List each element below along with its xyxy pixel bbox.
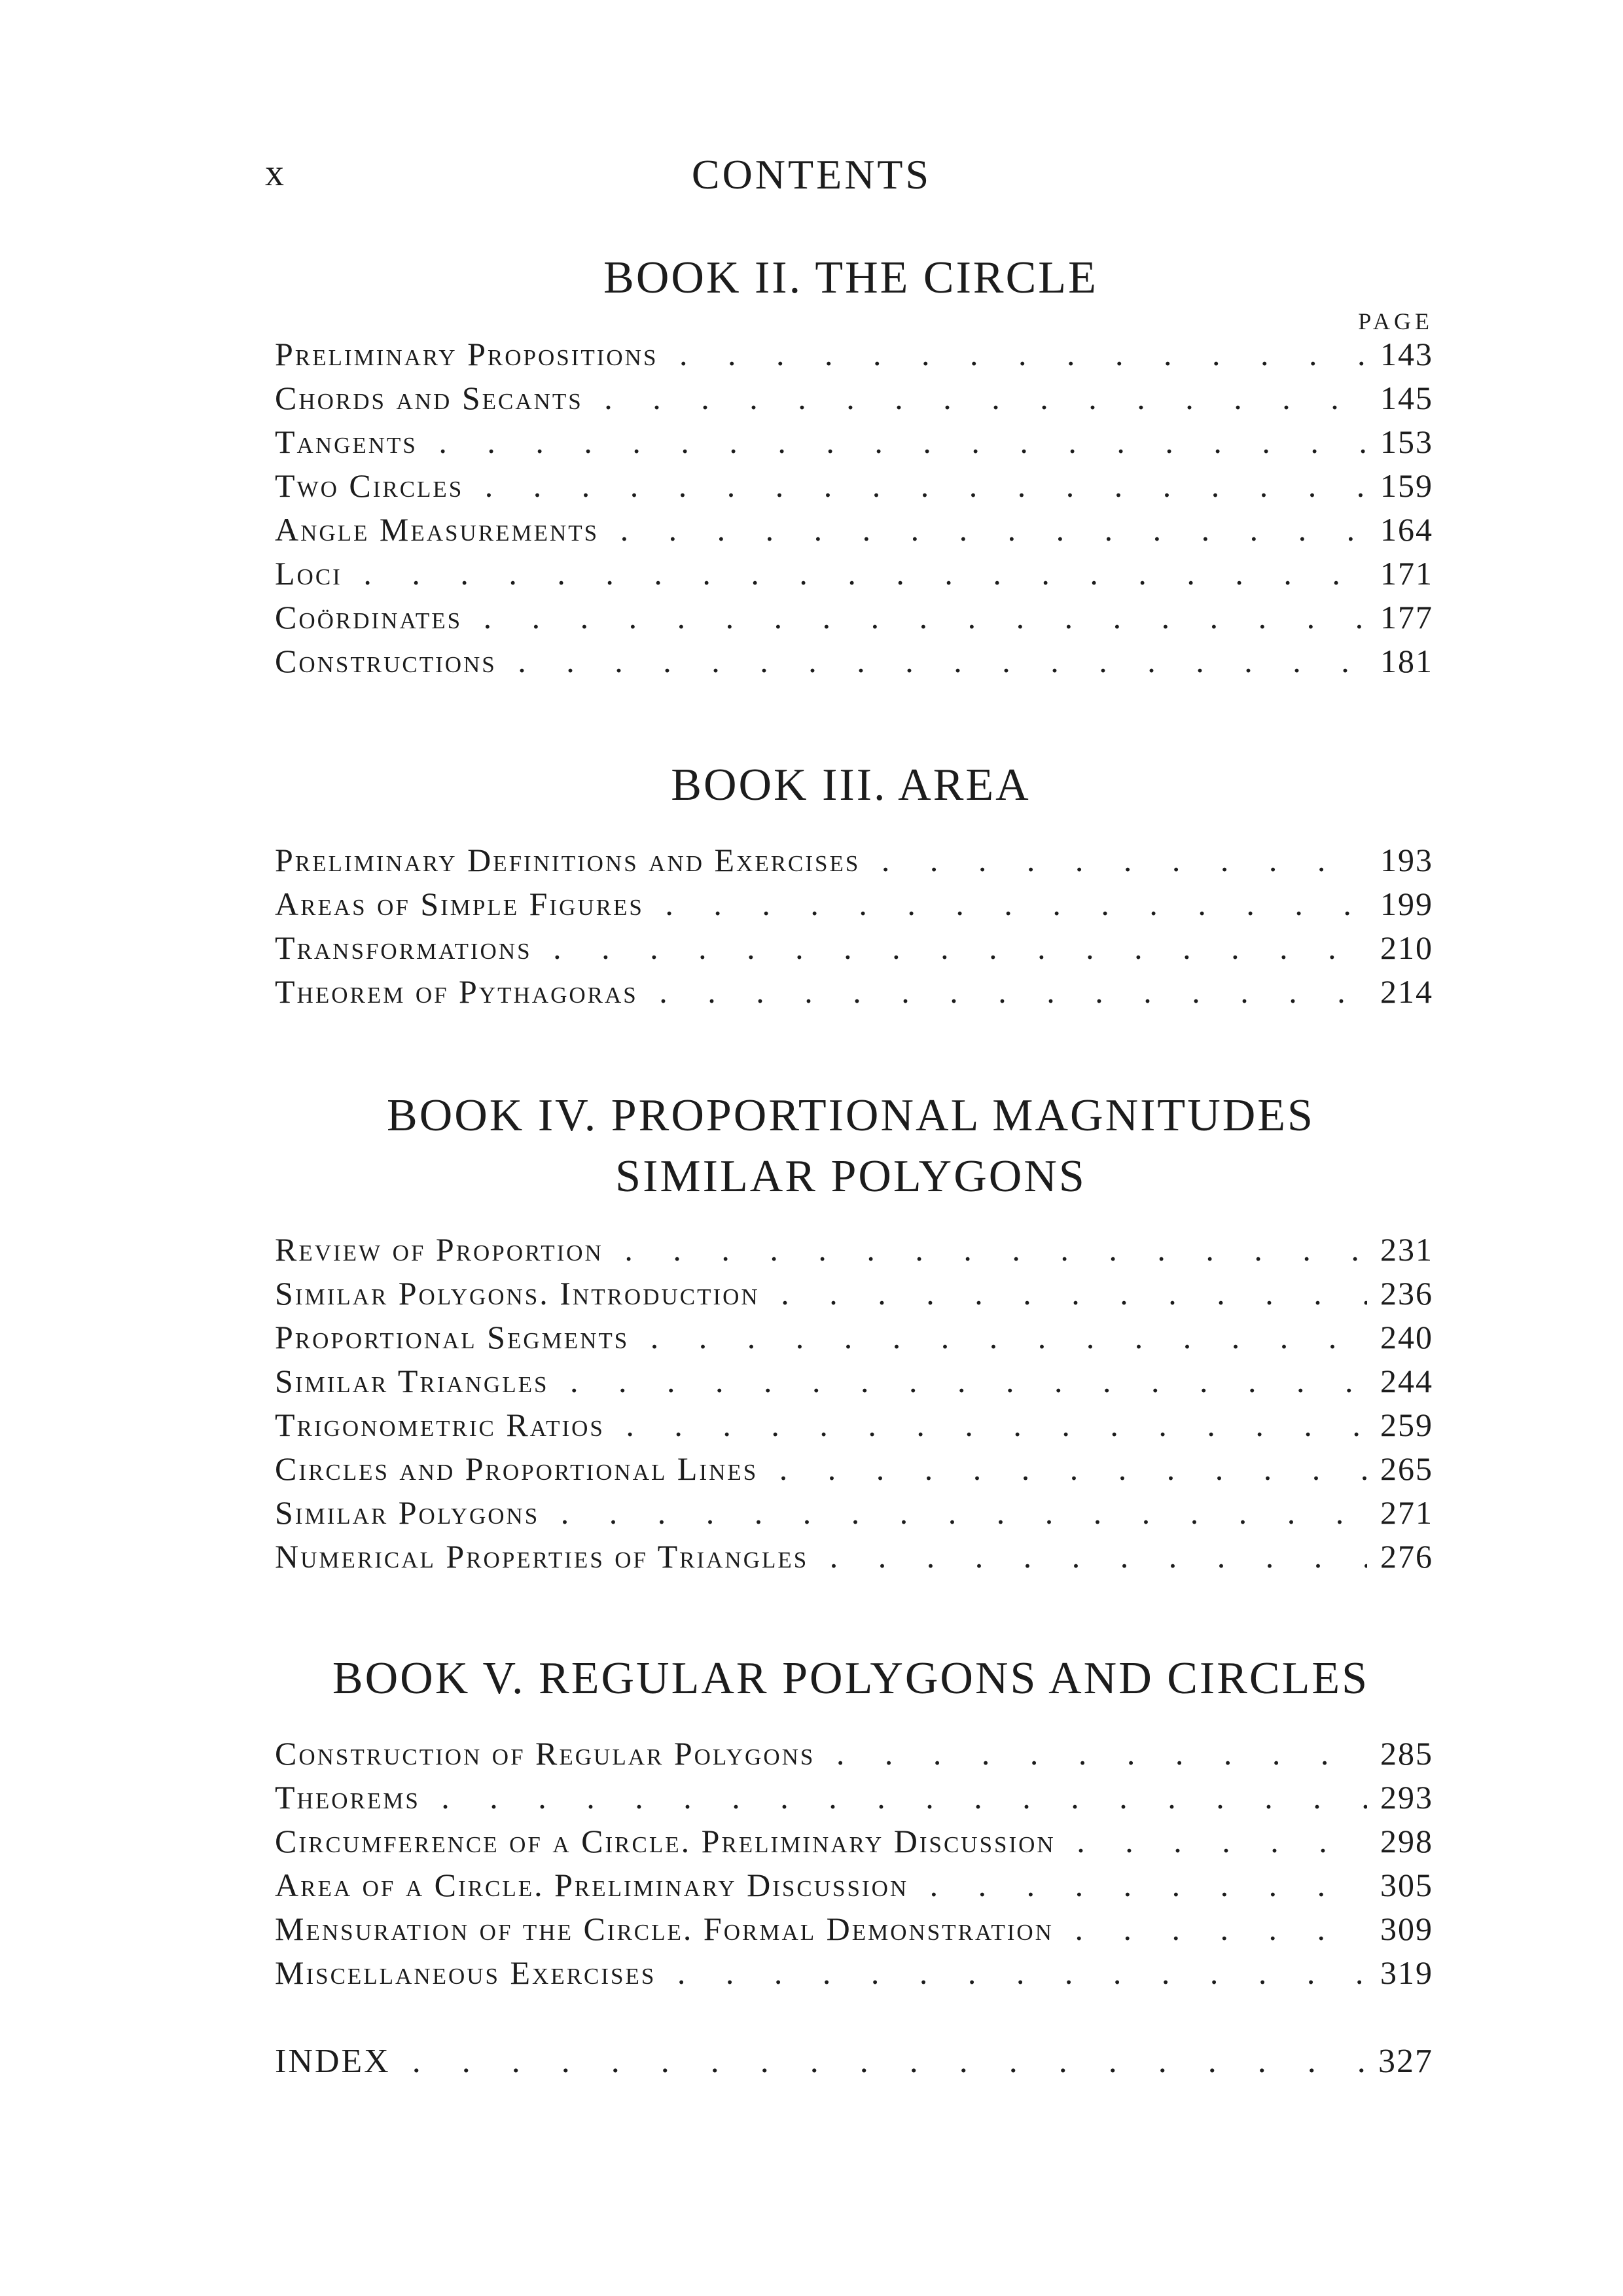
toc-entry[interactable] (275, 1362, 1433, 1406)
leader-dots (647, 973, 1367, 1011)
toc-entry-title: Review of Proportion (275, 1231, 603, 1268)
toc-entry[interactable] (275, 511, 1433, 554)
running-head (0, 151, 1623, 203)
leader-dots (869, 841, 1367, 879)
toc-list-book-v (275, 1734, 1433, 1998)
leader-dots (653, 885, 1367, 923)
toc-entry-title: Preliminary Propositions (275, 336, 658, 372)
toc-entry[interactable] (275, 423, 1433, 467)
toc-entry-title: Area of a Circle. Preliminary Discussion (275, 1867, 909, 1903)
toc-entry-page: 193 (1380, 842, 1433, 878)
toc-entry-title: Trigonometric Ratios (275, 1407, 605, 1443)
index-page: 327 (1378, 2043, 1433, 2080)
toc-entry-page: 164 (1380, 511, 1433, 548)
toc-entry-title: Circumference of a Circle. Preliminary Discussion (275, 1823, 1056, 1859)
toc-entry-page: 293 (1380, 1779, 1433, 1816)
toc-entry-title: Tangents (275, 423, 418, 460)
leader-dots (473, 467, 1367, 505)
toc-entry-title: Construction of Regular Polygons (275, 1735, 815, 1772)
toc-entry-title: Similar Polygons (275, 1494, 540, 1531)
toc-entry-title: Proportional Segments (275, 1319, 630, 1355)
toc-entry[interactable] (275, 642, 1433, 686)
toc-entry[interactable] (275, 554, 1433, 598)
toc-entry-page: 319 (1380, 1954, 1433, 1991)
toc-entry[interactable] (275, 598, 1433, 642)
toc-entry-title: Loci (275, 555, 342, 592)
toc-entry[interactable] (275, 1494, 1433, 1537)
toc-entry[interactable] (275, 1537, 1433, 1581)
toc-entry-page: 231 (1380, 1231, 1433, 1268)
leader-dots (558, 1362, 1367, 1400)
toc-entry-title: Areas of Simple Figures (275, 886, 644, 922)
toc-entry-title: Theorems (275, 1779, 420, 1816)
toc-entry-title: Coördinates (275, 599, 463, 636)
leader-dots (613, 1230, 1367, 1268)
toc-list-book-iv (275, 1230, 1433, 1581)
toc-entry-page: 199 (1380, 886, 1433, 922)
toc-entry[interactable] (275, 1230, 1433, 1274)
leader-dots (767, 1450, 1367, 1488)
toc-entry-page: 309 (1380, 1910, 1433, 1947)
toc-entry[interactable] (275, 1450, 1433, 1494)
toc-entry-page: 240 (1380, 1319, 1433, 1355)
toc-entry-page: 181 (1380, 643, 1433, 679)
toc-entry-title: Numerical Properties of Triangles (275, 1538, 809, 1575)
toc-entry-title: Miscellaneous Exercises (275, 1954, 656, 1991)
book-subheading-iv: SIMILAR POLYGONS (615, 1151, 1086, 1202)
toc-entry[interactable] (275, 379, 1433, 423)
toc-entry-page: 298 (1380, 1823, 1433, 1859)
leader-dots (817, 1537, 1367, 1575)
toc-entry[interactable] (275, 973, 1433, 1016)
leader-dots (665, 1954, 1367, 1992)
book-heading-v: BOOK V. REGULAR POLYGONS AND CIRCLES (332, 1653, 1370, 1704)
toc-entry-title: Circles and Proportional Lines (275, 1450, 758, 1487)
toc-entry-title: Theorem of Pythagoras (275, 973, 638, 1010)
leader-dots (638, 1318, 1367, 1356)
toc-entry[interactable] (275, 1910, 1433, 1954)
leader-dots (769, 1274, 1367, 1312)
leader-dots (506, 642, 1367, 680)
leader-dots (429, 1778, 1367, 1816)
toc-entry-title: Constructions (275, 643, 497, 679)
leader-dots (1065, 1822, 1367, 1860)
toc-entry-title: Two Circles (275, 467, 464, 504)
leader-dots (918, 1866, 1367, 1904)
toc-entry-title: Transformations (275, 929, 532, 966)
toc-entry-page: 153 (1380, 423, 1433, 460)
toc-entry-page: 214 (1380, 973, 1433, 1010)
toc-entry-page: 210 (1380, 929, 1433, 966)
toc-entry[interactable] (275, 467, 1433, 511)
toc-entry-page: 143 (1380, 336, 1433, 372)
toc-entry-page: 159 (1380, 467, 1433, 504)
leader-dots (541, 929, 1367, 967)
toc-entry-page: 285 (1380, 1735, 1433, 1772)
toc-entry[interactable] (275, 1822, 1433, 1866)
toc-entry-page: 276 (1380, 1538, 1433, 1575)
leader-dots (608, 511, 1367, 548)
folio: x (265, 151, 285, 194)
book-heading-ii: BOOK II. THE CIRCLE (603, 253, 1098, 303)
toc-entry-page: 145 (1380, 380, 1433, 416)
toc-entry-page: 259 (1380, 1407, 1433, 1443)
page-column-label: PAGE (1358, 308, 1433, 334)
book-heading-iv: BOOK IV. PROPORTIONAL MAGNITUDES (387, 1090, 1315, 1141)
leader-dots (427, 423, 1367, 461)
toc-entry-title: Similar Triangles (275, 1363, 549, 1399)
book-heading-iii: BOOK III. AREA (671, 760, 1031, 810)
leader-dots (471, 598, 1367, 636)
leader-dots (400, 2042, 1365, 2081)
toc-entry-title: Mensuration of the Circle. Formal Demonstration (275, 1910, 1054, 1947)
toc-entry-title: Preliminary Definitions and Exercises (275, 842, 861, 878)
toc-entry-index[interactable] (275, 2042, 1433, 2086)
leader-dots (667, 335, 1367, 373)
toc-entry-page: 265 (1380, 1450, 1433, 1487)
toc-entry[interactable] (275, 335, 1433, 379)
leader-dots (351, 554, 1367, 592)
leader-dots (614, 1406, 1367, 1444)
toc-entry[interactable] (275, 929, 1433, 973)
toc-list-book-iii (275, 841, 1433, 1016)
toc-list-index (275, 2042, 1433, 2086)
toc-entry[interactable] (275, 885, 1433, 929)
toc-entry-page: 236 (1380, 1275, 1433, 1312)
running-title: CONTENTS (691, 151, 932, 198)
toc-entry[interactable] (275, 1866, 1433, 1910)
leader-dots (1063, 1910, 1367, 1948)
toc-entry[interactable] (275, 1778, 1433, 1822)
toc-entry-page: 244 (1380, 1363, 1433, 1399)
toc-entry-page: 171 (1380, 555, 1433, 592)
toc-entry-page: 271 (1380, 1494, 1433, 1531)
toc-entry[interactable] (275, 841, 1433, 885)
toc-entry-page: 305 (1380, 1867, 1433, 1903)
toc-entry-page: 177 (1380, 599, 1433, 636)
toc-entry[interactable] (275, 1406, 1433, 1450)
index-title: INDEX (275, 2043, 391, 2080)
toc-entry[interactable] (275, 1318, 1433, 1362)
toc-entry-title: Chords and Secants (275, 380, 583, 416)
toc-entry[interactable] (275, 1274, 1433, 1318)
leader-dots (592, 379, 1367, 417)
leader-dots (548, 1494, 1367, 1532)
leader-dots (824, 1734, 1367, 1772)
toc-entry-title: Similar Polygons. Introduction (275, 1275, 760, 1312)
toc-list-book-ii (275, 335, 1433, 686)
toc-entry[interactable] (275, 1734, 1433, 1778)
toc-entry-title: Angle Measurements (275, 511, 599, 548)
toc-entry[interactable] (275, 1954, 1433, 1998)
